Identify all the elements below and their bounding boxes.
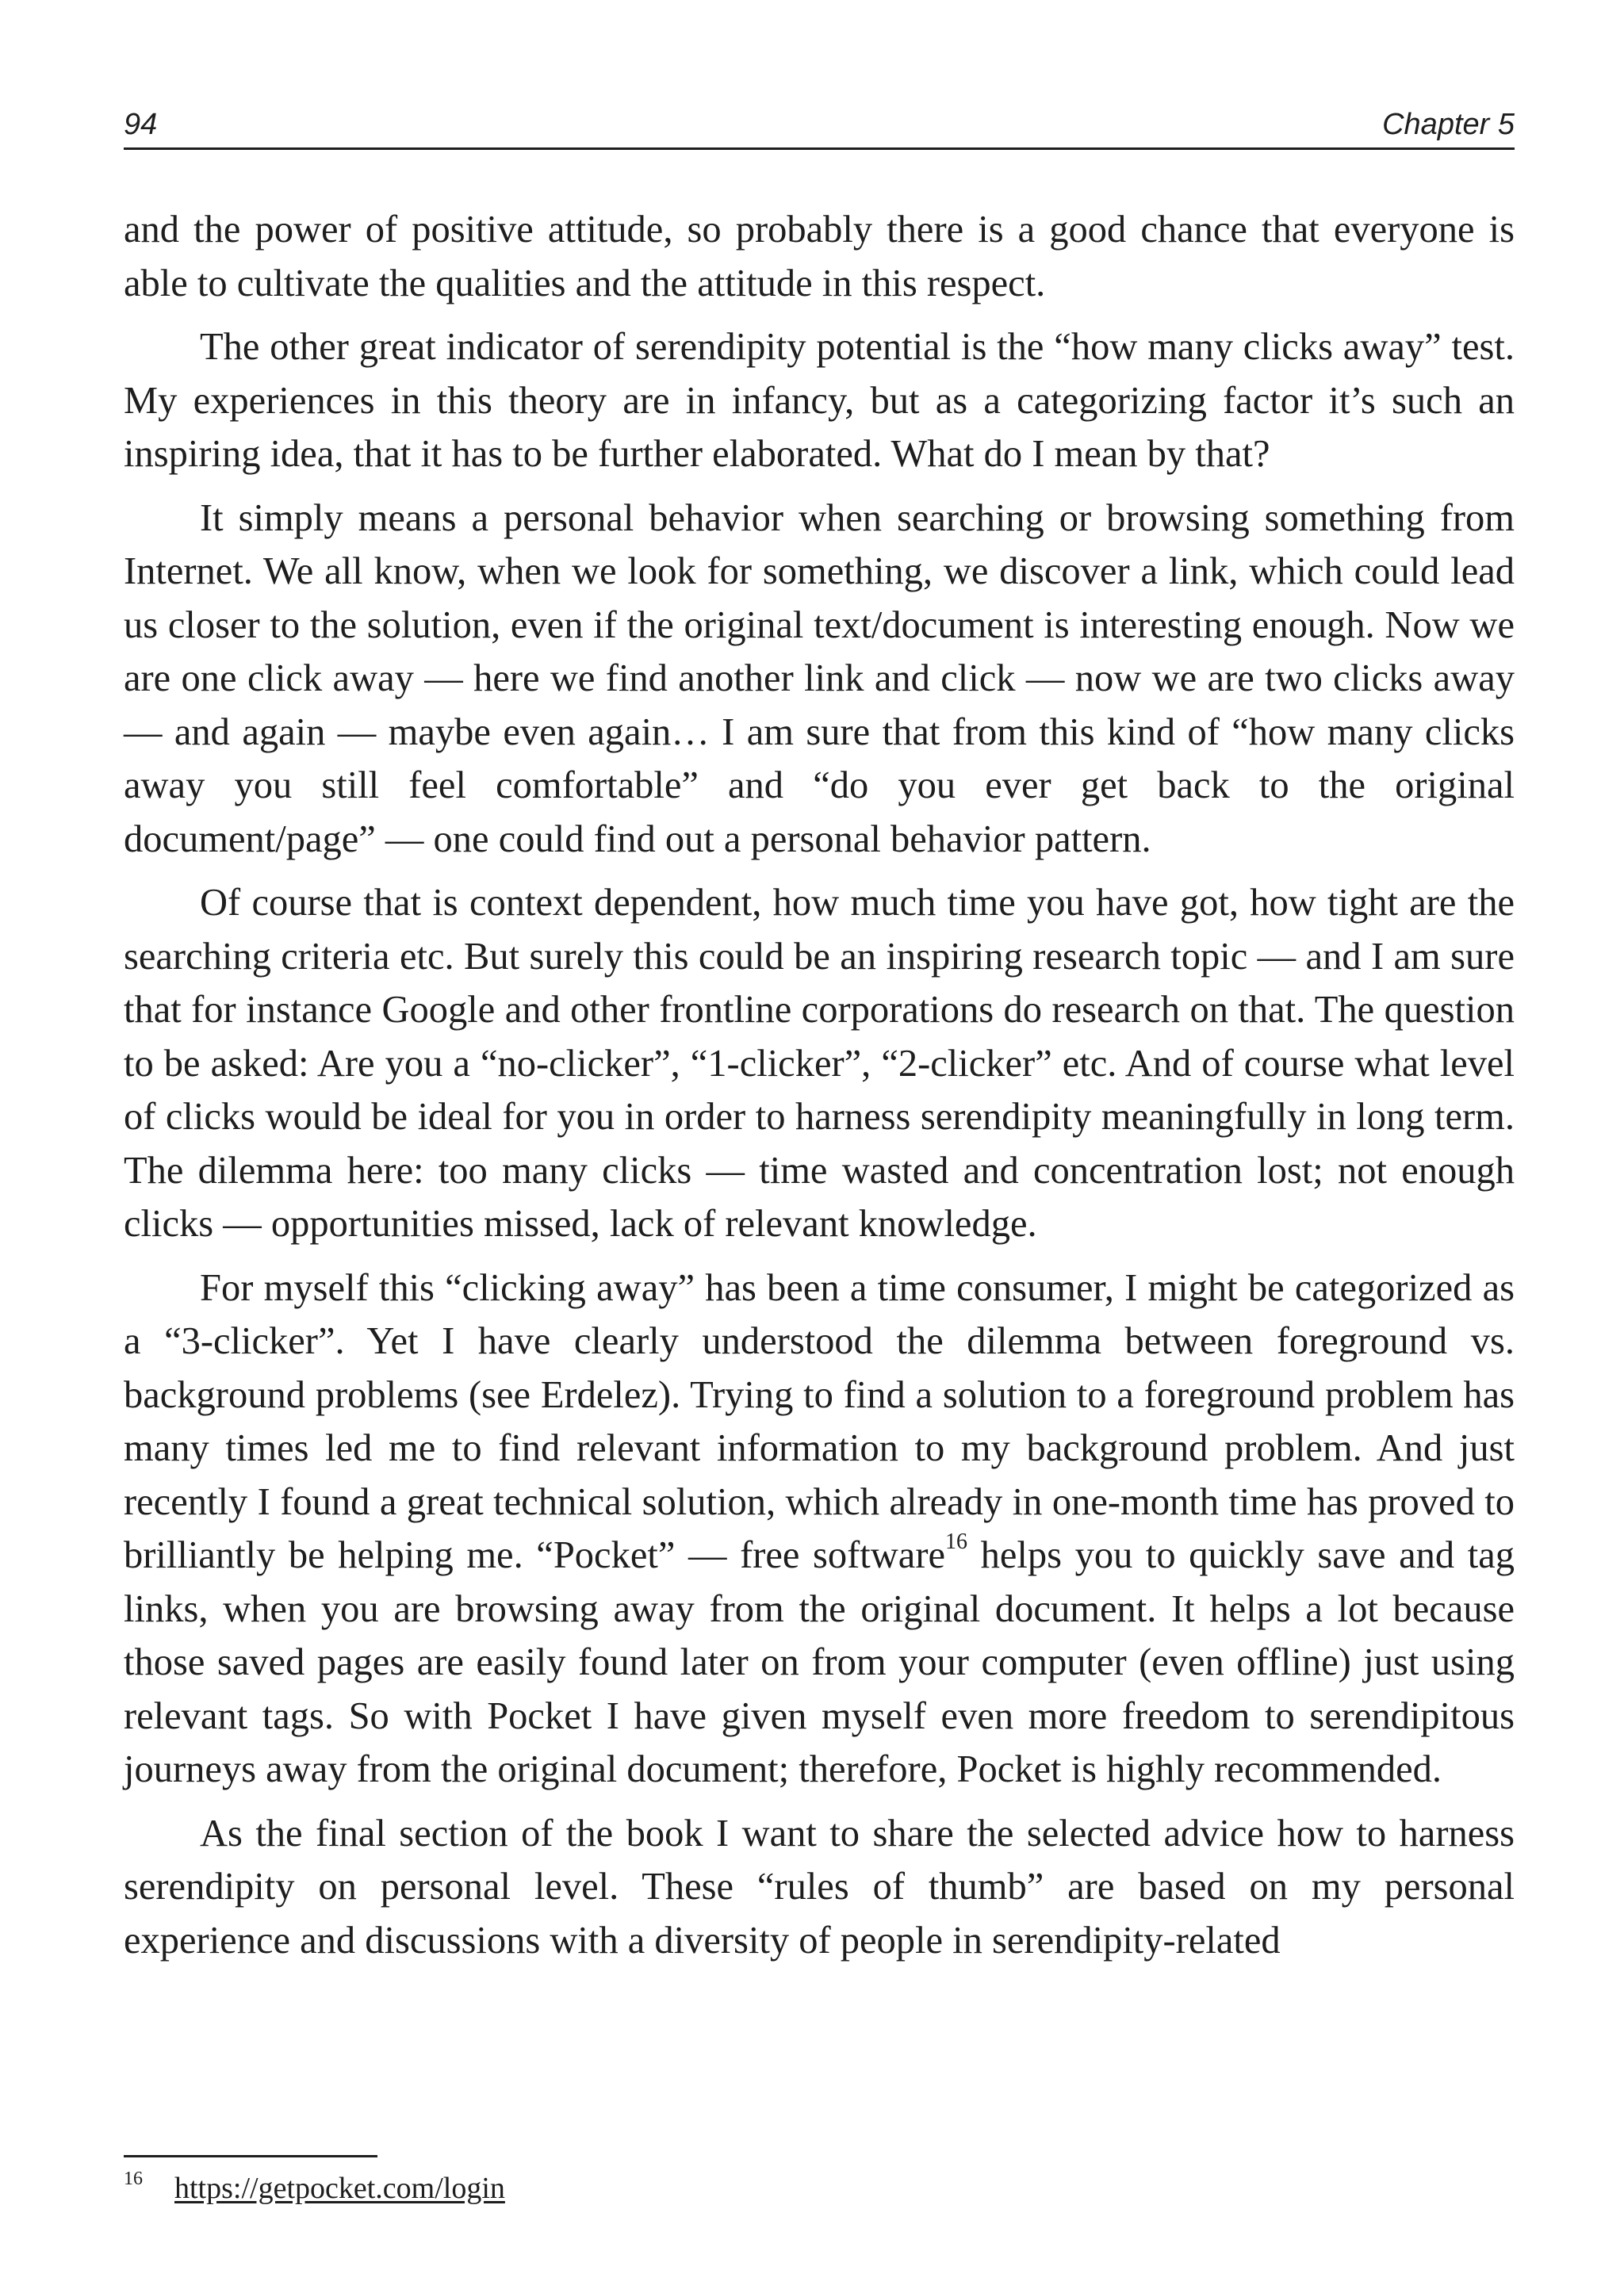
paragraph-1: and the power of positive attitude, so probably there is a good chance that everyone is able to cultivate the qualities and the attitude in this respect.: [124, 209, 1515, 304]
page-number: 94: [124, 108, 158, 141]
chapter-title: Chapter 5: [1382, 108, 1515, 141]
paragraph-3: It simply means a personal behavior when searching or browsing something from Internet. We all know, when we look for something, we discover a link, which could lead us closer to the solution, even if the original text/document is interesting enough. Now we are one click away — here we find another link and click — now we are two clicks away — and again — maybe even again… I am sure that from this kind of “how many clicks away you still feel comfortable” and “do you ever get back to the original document/page” — one could find out a personal behavior pattern.: [124, 496, 1515, 860]
paragraph-4: Of course that is context dependent, how much time you have got, how tight are the searching criteria etc. But surely this could be an inspiring research topic — and I am sure that for instance Google and other frontline corporations do research on that. The question to be asked: Are you a “no-clicker”, “1-clicker”, “2-clicker” etc. And of course what level of clicks would be ideal for you in order to harness serendipity meaningfully in long term. The dilemma here: too many clicks — time wasted and concentration lost; not enough clicks — opportunities missed, lack of relevant knowledge.: [124, 882, 1515, 1245]
paragraph-6: As the final section of the book I want to share the selected advice how to harness serendipity on personal level. These “rules of thumb” are based on my personal experience and discussions with a diversity of people in serendipity-related: [124, 1812, 1515, 1962]
running-header: [124, 103, 1515, 150]
paragraph-2: The other great indicator of serendipity potential is the “how many clicks away” test. My experiences in this theory are in infancy, but as a categorizing factor it’s such an inspiring idea, that it has to be further elaborated. What do I mean by that?: [124, 326, 1515, 475]
footnote: 16 https://getpocket.com/login: [124, 2169, 505, 2205]
footnote-divider: [124, 2155, 377, 2157]
paragraph-5: [124, 1261, 1515, 1797]
footnote-link[interactable]: https://getpocket.com/login: [174, 2172, 505, 2205]
paragraph-5-text-after: helps you to quickly save and tag links, when you are browsing away from the original document. It helps a lot because those saved pages are easily found later on from your computer (even offline) just using relevant tags. So with Pocket I have given myself even more freedom to serendipitous journeys away from the original document; therefore, Pocket is highly recommended.: [124, 1534, 1515, 1790]
paragraph-5-text-before: For myself this “clicking away” has been a time consumer, I might be categorized as a “3-clicker”. Yet I have clearly understood the dilemma between foreground vs. background problems (see Erdelez). Trying to find a solution to a foreground problem has many times led me to find relevant information to my background problem. And just recently I found a great technical solution, which already in one-month time has proved to brilliantly be helping me. “Pocket” — free software: [124, 1266, 1515, 1576]
footnote-reference[interactable]: 16: [945, 1529, 967, 1555]
body-text: [124, 203, 1515, 1977]
